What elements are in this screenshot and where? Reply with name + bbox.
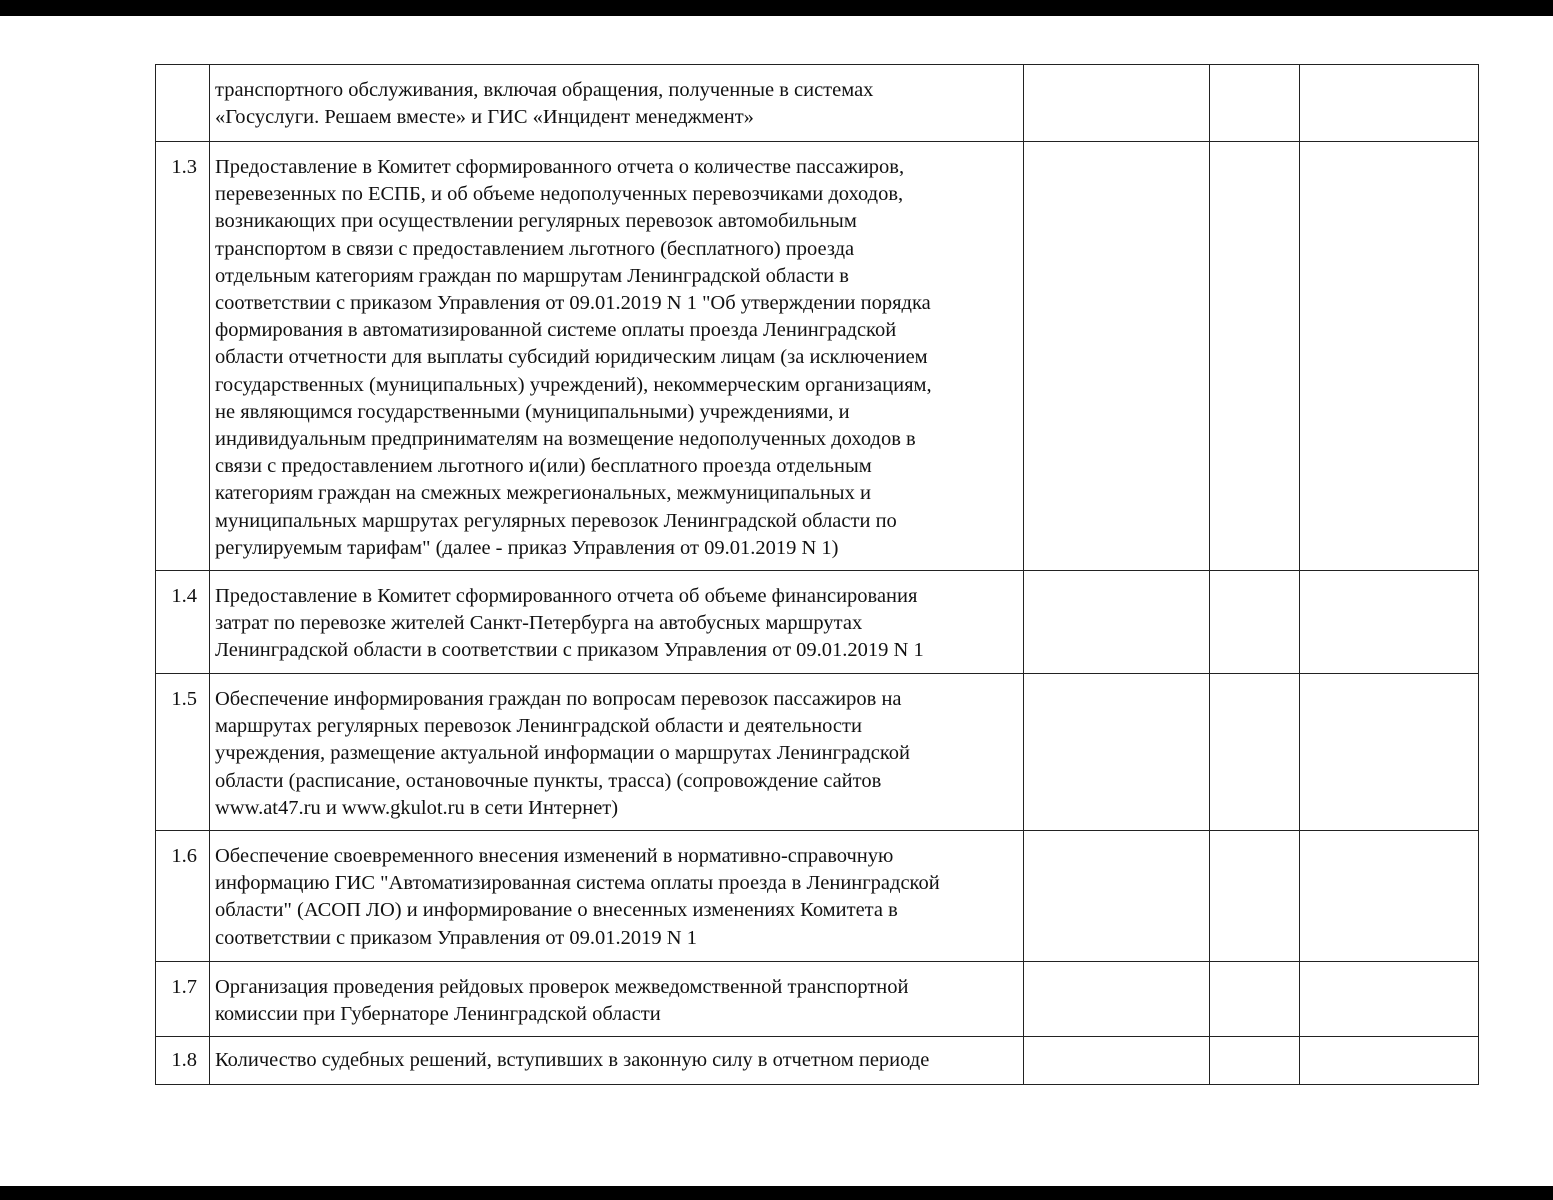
row-description: Организация проведения рейдовых проверок межведомственной транспортной комиссии при Губернаторе Ленинградской области xyxy=(210,962,1024,1037)
table-row xyxy=(156,65,1479,142)
scan-border-top xyxy=(0,0,1553,16)
scan-border-bottom xyxy=(0,1186,1553,1200)
empty-cell xyxy=(1210,65,1300,142)
table-row xyxy=(156,1037,1479,1085)
empty-cell xyxy=(1210,1037,1300,1085)
empty-cell xyxy=(1300,831,1479,962)
empty-cell xyxy=(1300,962,1479,1037)
row-number: 1.4 xyxy=(156,571,210,674)
empty-cell xyxy=(1024,1037,1210,1085)
empty-cell xyxy=(1024,674,1210,831)
table-row xyxy=(156,571,1479,674)
report-table xyxy=(155,64,1479,1085)
table-row xyxy=(156,962,1479,1037)
empty-cell xyxy=(1210,571,1300,674)
empty-cell xyxy=(1300,65,1479,142)
row-description: транспортного обслуживания, включая обращения, полученные в системах «Госуслуги. Решаем вместе» и ГИС «Инцидент менеджмент» xyxy=(210,65,1024,142)
table-row xyxy=(156,831,1479,962)
row-number xyxy=(156,65,210,142)
empty-cell xyxy=(1300,674,1479,831)
row-description: Количество судебных решений, вступивших в законную силу в отчетном периоде xyxy=(210,1037,1024,1085)
empty-cell xyxy=(1210,142,1300,571)
empty-cell xyxy=(1210,962,1300,1037)
empty-cell xyxy=(1024,571,1210,674)
table-row xyxy=(156,142,1479,571)
empty-cell xyxy=(1024,142,1210,571)
row-number: 1.7 xyxy=(156,962,210,1037)
table-row xyxy=(156,674,1479,831)
empty-cell xyxy=(1210,674,1300,831)
row-number: 1.8 xyxy=(156,1037,210,1085)
row-description: Обеспечение информирования граждан по вопросам перевозок пассажиров на маршрутах регулярных перевозок Ленинградской области и деятельности учреждения, размещение актуальной информации о маршрутах Ленинградской области (расписание, остановочные пункты, трасса) (сопровождение сайтов www.at47.ru и www.gkulot.ru в сети Интернет) xyxy=(210,674,1024,831)
empty-cell xyxy=(1024,962,1210,1037)
empty-cell xyxy=(1300,571,1479,674)
empty-cell xyxy=(1024,65,1210,142)
row-description: Предоставление в Комитет сформированного отчета об объеме финансирования затрат по перевозке жителей Санкт-Петербурга на автобусных маршрутах Ленинградской области в соответствии с приказом Управления от 09.01.2019 N 1 xyxy=(210,571,1024,674)
row-description: Обеспечение своевременного внесения изменений в нормативно-справочную информацию ГИС "Автоматизированная система оплаты проезда в Ленинградской области" (АСОП ЛО) и информирование о внесенных изменениях Комитета в соответствии с приказом Управления от 09.01.2019 N 1 xyxy=(210,831,1024,962)
empty-cell xyxy=(1024,831,1210,962)
row-number: 1.5 xyxy=(156,674,210,831)
empty-cell xyxy=(1300,142,1479,571)
row-number: 1.3 xyxy=(156,142,210,571)
empty-cell xyxy=(1210,831,1300,962)
row-description: Предоставление в Комитет сформированного отчета о количестве пассажиров, перевезенных по ЕСПБ, и об объеме недополученных перевозчиками доходов, возникающих при осуществлении регулярных перевозок автомобильным транспортом в связи с предоставлением льготного (бесплатного) проезда отдельным категориям граждан по маршрутам Ленинградской области в соответствии с приказом Управления от 09.01.2019 N 1 "Об утверждении порядка формирования в автоматизированной системе оплаты проезда Ленинградской области отчетности для выплаты субсидий юридическим лицам (за исключением государственных (муниципальных) учреждений), некоммерческим организациям, не являющимся государственными (муниципальными) учреждениями, и индивидуальным предпринимателям на возмещение недополученных доходов в связи с предоставлением льготного и(или) бесплатного проезда отдельным категориям граждан на смежных межрегиональных, межмуниципальных и муниципальных маршрутах регулярных перевозок Ленинградской области по регулируемым тарифам" (далее - приказ Управления от 09.01.2019 N 1) xyxy=(210,142,1024,571)
row-number: 1.6 xyxy=(156,831,210,962)
empty-cell xyxy=(1300,1037,1479,1085)
